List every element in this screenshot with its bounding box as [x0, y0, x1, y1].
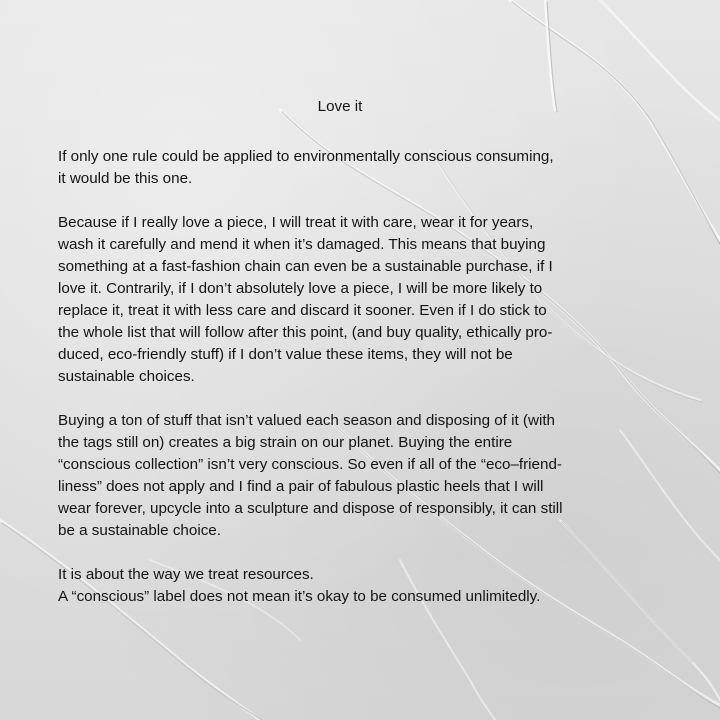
document-title: Love it	[317, 98, 363, 115]
text-line: Buying a ton of stuff that isn’t valued each season and disposing of it (with	[58, 412, 555, 429]
paragraph	[58, 146, 678, 190]
text-line: be a sustainable choice.	[58, 522, 221, 539]
text-line: wash it carefully and mend it when it’s damaged. This means that buying	[58, 236, 546, 253]
text-line: love it. Contrarily, if I don’t absolutely love a piece, I will be more likely to	[58, 280, 543, 297]
text-line: the whole list that will follow after this point, (and buy quality, ethically pro-	[58, 324, 553, 341]
text-line: liness” does not apply and I find a pair of fabulous plastic heels that I will	[58, 478, 544, 495]
paragraph	[58, 212, 678, 388]
paragraph	[58, 410, 678, 542]
text-line: It is about the way we treat resources.	[58, 566, 314, 583]
text-line: sustainable choices.	[58, 368, 195, 385]
text-line: replace it, treat it with less care and discard it sooner. Even if I do stick to	[58, 302, 547, 319]
paragraph	[58, 564, 678, 608]
text-line: Because if I really love a piece, I will treat it with care, wear it for years,	[58, 214, 534, 231]
text-line: it would be this one.	[58, 170, 193, 187]
document-body	[58, 96, 678, 608]
text-line: A “conscious” label does not mean it’s okay to be consumed unlimitedly.	[58, 588, 541, 605]
text-line: If only one rule could be applied to environmentally conscious consuming,	[58, 148, 554, 165]
text-line: “conscious collection” isn’t very conscious. So even if all of the “eco–friend-	[58, 456, 562, 473]
text-line: wear forever, upcycle into a sculpture and dispose of responsibly, it can still	[58, 500, 563, 517]
text-line: something at a fast-fashion chain can even be a sustainable purchase, if I	[58, 258, 553, 275]
wrinkle-fold	[545, 0, 555, 110]
text-line: the tags still on) creates a big strain on our planet. Buying the entire	[58, 434, 513, 451]
text-line: duced, eco-friendly stuff) if I don’t value these items, they will not be	[58, 346, 513, 363]
